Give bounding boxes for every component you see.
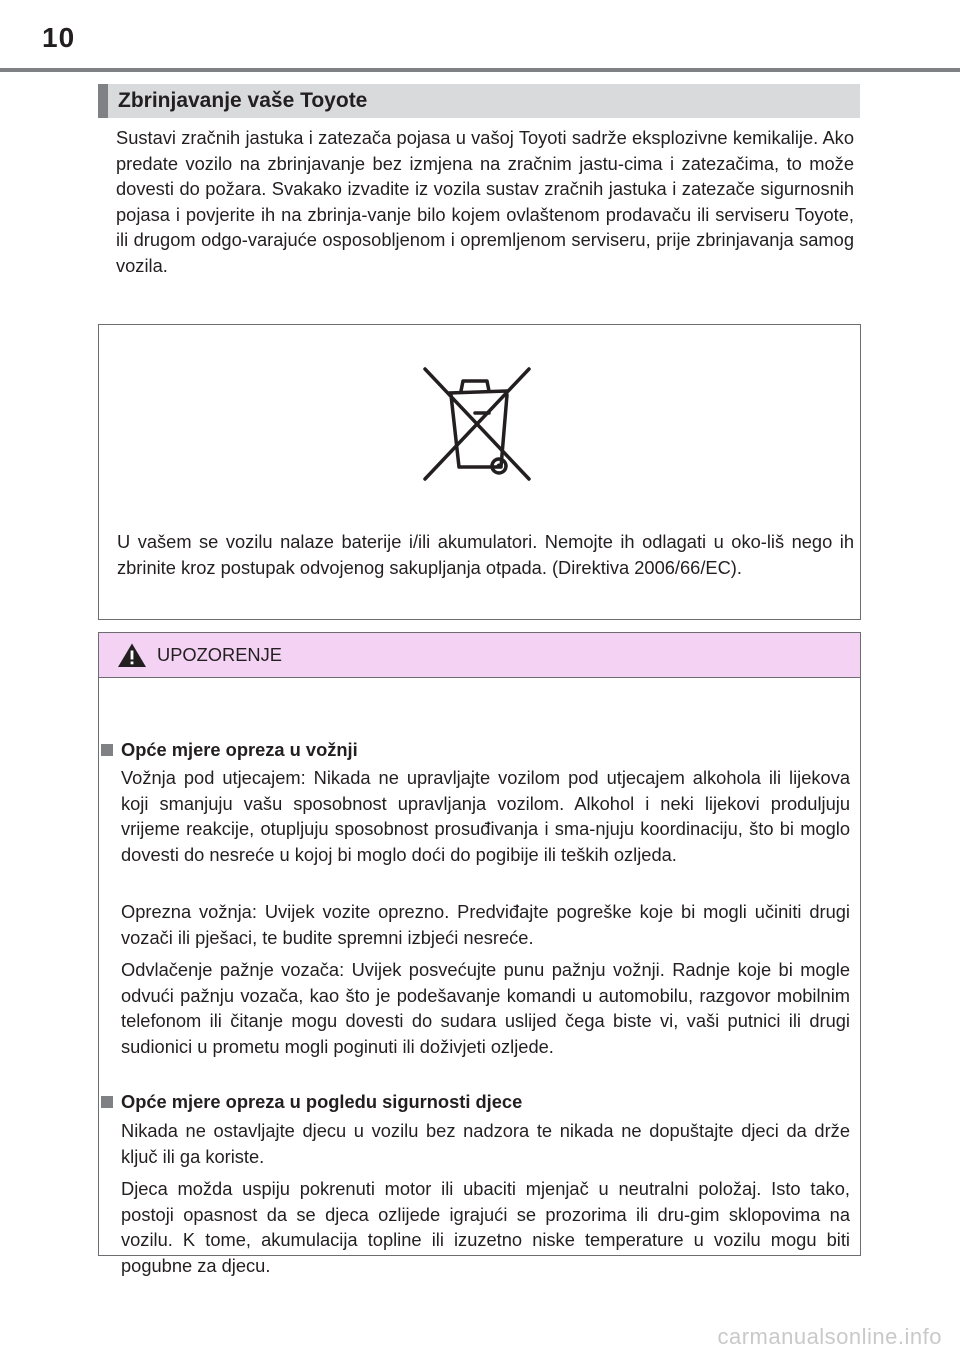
section-heading: Zbrinjavanje vaše Toyote (98, 84, 860, 118)
warning-triangle-icon (117, 642, 147, 668)
battery-disposal-box (98, 324, 861, 620)
warning-paragraph: Oprezna vožnja: Uvijek vozite oprezno. Predviđajte pogreške koje bi mogli učiniti drugi vozači ili pješaci, te budite spremni izbjeći nesreće. (121, 901, 850, 948)
subsection-heading: Opće mjere opreza u pogledu sigurnosti djece (101, 1089, 522, 1115)
warning-paragraph: Vožnja pod utjecajem: Nikada ne upravljajte vozilom pod utjecajem alkohola ili lijekova koji smanjuju vašu sposobnost upravljanja vozilom. Alkohol i neki lijekovi produljuju vrijeme reakcije, otupljuju sposobnost prosuđivanja i sma-njuju koordinaciju, što bi moglo dovesti do nesreće u kojoj bi moglo doći do pogibije ili teških ozljeda. (121, 767, 850, 865)
header-rule (0, 68, 960, 72)
square-bullet-icon (101, 744, 113, 756)
crossed-out-wheelie-bin-icon (417, 363, 537, 483)
subsection-heading: Opće mjere opreza u vožnji (101, 737, 358, 763)
warning-paragraph: Nikada ne ostavljajte djecu u vozilu bez nadzora te nikada ne dopuštajte djeci da drže ključ ili ga koriste. (121, 1120, 850, 1167)
warning-label: UPOZORENJE (157, 644, 282, 665)
warning-header (99, 633, 860, 678)
square-bullet-icon (101, 1096, 113, 1108)
intro-paragraph: Sustavi zračnih jastuka i zatezača pojasa u vašoj Toyoti sadrže eksplozivne kemikalije. Ako predate vozilo na zbrinjavanje bez izmjena na zračnim jastu-cima i zatezačima, to može dovesti do požara. Svakako izvadite iz vozila sustav zračnih jastuka i zatezače sigurnosnih pojasa i povjerite ih na zbrinja-vanje bilo kojem ovlaštenom prodavaču ili serviseru Toyote, ili drugom odgo-varajuće osposobljenom i opremljenom serviseru, prije zbrinjavanja samog vozila. (116, 127, 854, 276)
battery-disposal-text: U vašem se vozilu nalaze baterije i/ili akumulatori. Nemojte ih odlagati u oko-liš nego ih zbrinite kroz postupak odvojenog sakupljanja otpada. (Direktiva 2006/66/EC). (117, 531, 854, 578)
watermark: carmanualsonline.info (717, 1324, 942, 1349)
warning-paragraph: Djeca možda uspiju pokrenuti motor ili ubaciti mjenjač u neutralni položaj. Isto tako, postoji opasnost da se djeca ozlijede igrajući se prozorima ili dru-gim sklopovima na vozilu. K tome, akumulacija topline ili izuzetno niske temperature u vozilu mogu biti pogubne za djecu. (121, 1178, 850, 1276)
warning-paragraph: Odvlačenje pažnje vozača: Uvijek posvećujte punu pažnju vožnji. Radnje koje bi mogle odvući pažnju vozača, kao što je podešavanje komandi u automobilu, razgovor mobilnim telefonom ili čitanje mogu dovesti do sudara uslijed čega biste vi, vaši putnici ili drugi sudionici u prometu mogli poginuti ili doživjeti ozljede. (121, 959, 850, 1057)
warning-box (98, 632, 861, 1276)
page-number: 10 (42, 22, 76, 53)
